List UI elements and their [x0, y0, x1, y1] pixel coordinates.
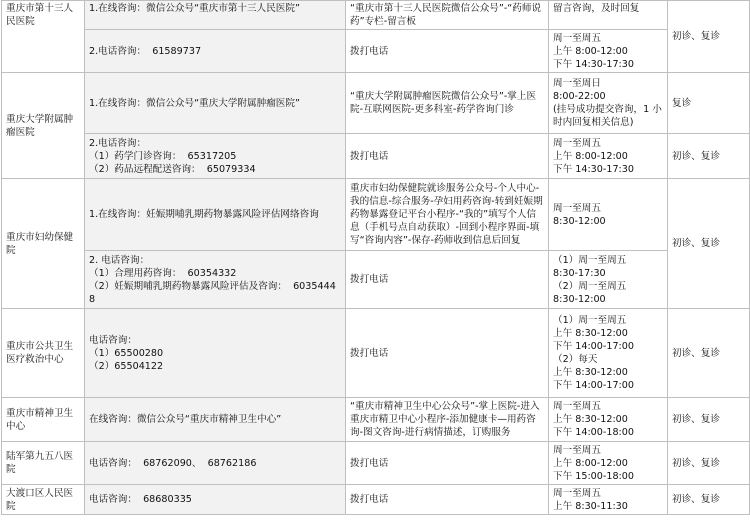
consult-method: 电话咨询： 68762090、 68762186 — [85, 442, 346, 485]
table-row — [2, 485, 750, 515]
table-row — [2, 1, 750, 30]
consult-channel: 拨打电话 — [346, 251, 549, 309]
consult-channel: “重庆大学附属肿瘤医院微信公众号”-掌上医院-互联网医院-更多科室-药学咨询门诊 — [346, 73, 549, 134]
table-row — [2, 179, 750, 251]
table-row — [2, 309, 750, 398]
consult-channel: “重庆市第十三人民医院微信公众号”-“药师说药”专栏-留言板 — [346, 1, 549, 30]
visit-type: 初诊、复诊 — [668, 134, 750, 179]
hospital-name: 大渡口区人民医院 — [2, 485, 85, 515]
consult-method: 2. 电话咨询： （1）合理用药咨询： 60354332 （2）妊娠期哺乳期药物暴露风险评估及咨询： 60354448 — [85, 251, 346, 309]
consult-channel: 拨打电话 — [346, 442, 549, 485]
consult-method: 1.在线咨询：妊娠期哺乳期药物暴露风险评估网络咨询 — [85, 179, 346, 251]
visit-type: 初诊、复诊 — [668, 179, 750, 309]
hospital-name: 重庆市妇幼保健院 — [2, 179, 85, 309]
consult-method: 2.电话咨询： （1）药学门诊咨询： 65317205 （2）药品远程配送咨询： 65079334 — [85, 134, 346, 179]
service-hours: 留言咨询，及时回复 — [549, 1, 668, 30]
visit-type: 初诊、复诊 — [668, 398, 750, 442]
consult-channel: 重庆市妇幼保健院就诊服务公众号-个人中心-我的信息-综合服务-孕妇用药咨询-转到妊娠期药物暴露登记平台小程序-“我的”填写个人信息（手机号点自动获取）-回到小程序界面-填写“咨询内容”-保存-药师收到信息后回复 — [346, 179, 549, 251]
consult-channel: “重庆市精神卫生中心公众号”-掌上医院-进入重庆市精卫中心小程序-添加健康卡—用药咨询-图文咨询-进行病情描述，订购服务 — [346, 398, 549, 442]
consult-method: 1.在线咨询：微信公众号“重庆市第十三人民医院” — [85, 1, 346, 30]
hospital-name: 重庆市精神卫生中心 — [2, 398, 85, 442]
service-hours: 周一至周日 8:00-22:00 (挂号成功提交咨询，1 小时内回复相关信息) — [549, 73, 668, 134]
visit-type: 初诊、复诊 — [668, 442, 750, 485]
visit-type: 初诊、复诊 — [668, 485, 750, 515]
table-row — [2, 442, 750, 485]
table-row — [2, 398, 750, 442]
table-row — [2, 134, 750, 179]
consult-method: 在线咨询：微信公众号“重庆市精神卫生中心” — [85, 398, 346, 442]
table-row — [2, 251, 750, 309]
consult-method: 1.在线咨询：微信公众号“重庆大学附属肿瘤医院” — [85, 73, 346, 134]
hospital-name: 陆军第九五八医院 — [2, 442, 85, 485]
table-row — [2, 73, 750, 134]
service-hours: 周一至周五 上午 8:00-12:00 下午 14:30-17:30 — [549, 134, 668, 179]
service-hours: 周一至周五 8:30-12:00 — [549, 179, 668, 251]
consult-channel: 拨打电话 — [346, 134, 549, 179]
service-hours: （1）周一至周五 8:30-17:30 （2）周一至周五 8:30-12:00 — [549, 251, 668, 309]
hospital-name: 重庆市公共卫生医疗救治中心 — [2, 309, 85, 398]
table-row — [2, 30, 750, 73]
consult-channel: 拨打电话 — [346, 30, 549, 73]
consult-method: 电话咨询： （1）65500280 （2）65504122 — [85, 309, 346, 398]
consult-method: 电话咨询： 68680335 — [85, 485, 346, 515]
visit-type: 复诊 — [668, 73, 750, 134]
consult-channel: 拨打电话 — [346, 485, 549, 515]
consult-method: 2.电话咨询： 61589737 — [85, 30, 346, 73]
service-hours: 周一至周五 上午 8:30-11:30 — [549, 485, 668, 515]
service-hours: 周一至周五 上午 8:00-12:00 下午 15:00-18:00 — [549, 442, 668, 485]
consultation-table — [1, 0, 750, 515]
visit-type: 初诊、复诊 — [668, 309, 750, 398]
service-hours: （1）周一至周五 上午 8:30-12:00 下午 14:00-17:00 （2）每天 上午 8:30-12:00 下午 14:00-17:00 — [549, 309, 668, 398]
hospital-name: 重庆大学附属肿瘤医院 — [2, 73, 85, 179]
service-hours: 周一至周五 上午 8:30-12:00 下午 14:00-18:00 — [549, 398, 668, 442]
service-hours: 周一至周五 上午 8:00-12:00 下午 14:30-17:30 — [549, 30, 668, 73]
visit-type: 初诊、复诊 — [668, 1, 750, 73]
consult-channel: 拨打电话 — [346, 309, 549, 398]
hospital-name: 重庆市第十三人民医院 — [2, 1, 85, 73]
